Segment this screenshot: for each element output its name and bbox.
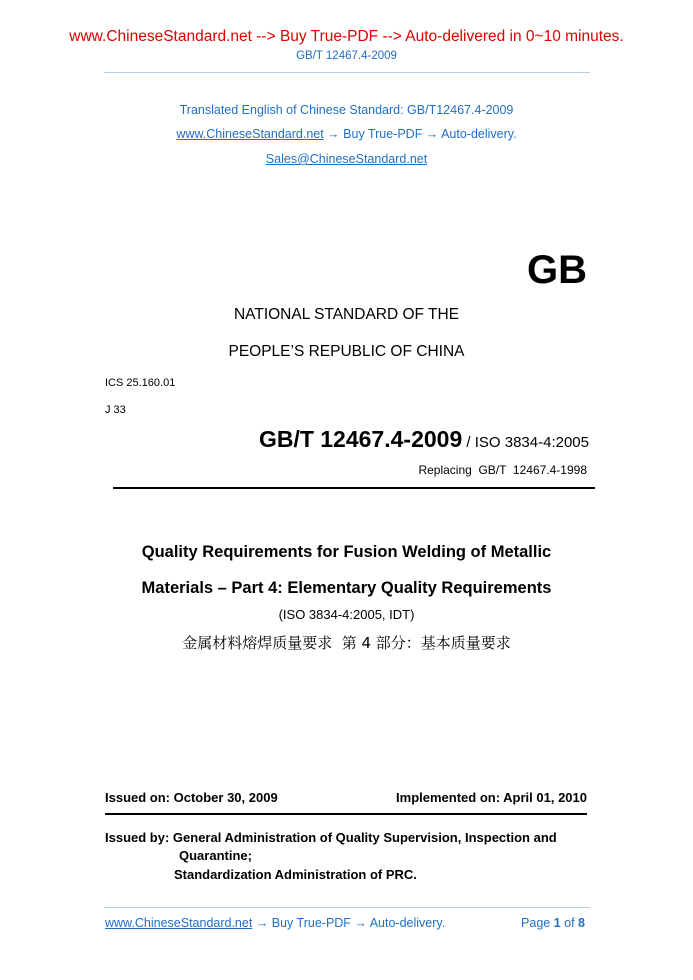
page-of-label: of <box>560 916 579 930</box>
standard-number-line <box>259 426 589 453</box>
intro-email-link[interactable]: Sales@ChineseStandard.net <box>265 152 428 166</box>
page-total: 8 <box>578 916 585 930</box>
standard-number: GB/T 12467.4-2009 <box>258 426 463 452</box>
title-chinese: 金属材料熔焊质量要求 第 4 部分：基本质量要求 <box>182 634 511 652</box>
national-standard-line1: NATIONAL STANDARD OF THE <box>233 306 460 323</box>
iso-reference: / ISO 3834-4:2005 <box>462 434 589 451</box>
footer-rule <box>104 907 590 908</box>
j-code: J 33 <box>105 404 126 416</box>
intro-arrow-text: → Buy True-PDF → Auto-delivery. <box>323 127 517 141</box>
implemented-date: Implemented on: April 01, 2010 <box>396 790 587 805</box>
page-label: Page <box>521 916 554 930</box>
issued-date: Issued on: October 30, 2009 <box>105 790 278 805</box>
standard-rule <box>113 487 595 489</box>
replacing-line: Replacing GB/T 12467.4-1998 <box>418 463 587 477</box>
dates-rule <box>105 813 587 815</box>
title-idt: (ISO 3834-4:2005, IDT) <box>278 607 415 622</box>
national-standard-line2: PEOPLE’S REPUBLIC OF CHINA <box>228 343 465 360</box>
issued-by-line3: Standardization Administration of PRC. <box>174 867 417 882</box>
top-banner[interactable]: www.ChineseStandard.net --> Buy True-PDF --> Auto-delivered in 0~10 minutes. <box>69 28 624 45</box>
header-rule <box>104 72 590 73</box>
page-indicator <box>521 916 585 930</box>
header-code: GB/T 12467.4-2009 <box>296 50 397 62</box>
issued-by-line1: Issued by: General Administration of Quality Supervision, Inspection and <box>105 830 557 845</box>
title-line1: Quality Requirements for Fusion Welding of Metallic <box>141 543 552 561</box>
intro-translation-line: Translated English of Chinese Standard: GB/T12467.4-2009 <box>179 103 514 117</box>
footer-site-link[interactable]: www.ChineseStandard.net <box>105 916 253 930</box>
intro-site-line <box>0 127 693 141</box>
gb-mark: GB <box>527 248 587 292</box>
footer-arrow-text: → Buy True-PDF → Auto-delivery. <box>252 916 446 930</box>
title-line2: Materials – Part 4: Elementary Quality Requirements <box>141 579 552 597</box>
page-number: 1 <box>553 916 561 930</box>
ics-code: ICS 25.160.01 <box>105 377 176 389</box>
intro-site-link[interactable]: www.ChineseStandard.net <box>176 127 324 141</box>
intro-email-line <box>0 152 693 166</box>
footer-link-line <box>105 916 445 930</box>
issued-by-line2: Quarantine; <box>179 848 252 863</box>
